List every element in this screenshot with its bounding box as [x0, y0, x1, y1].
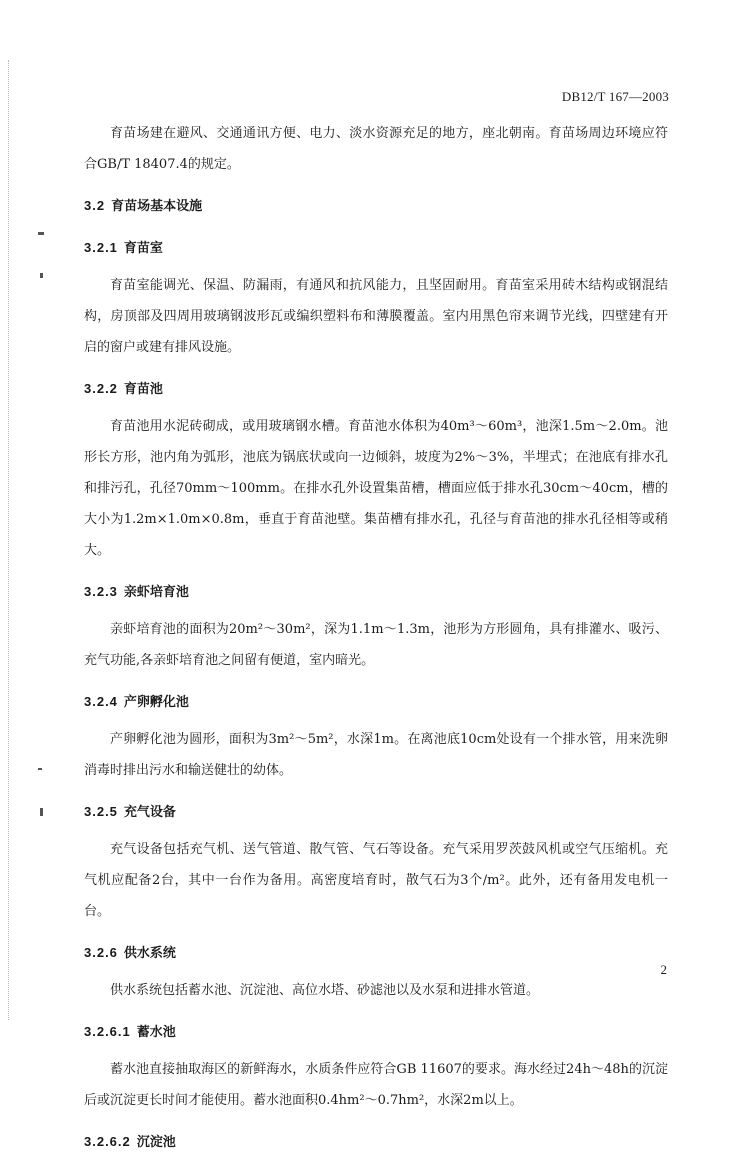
section-heading-3-2-6 — [84, 937, 668, 969]
section-number: 3.2.1 — [84, 240, 118, 255]
section-title: 沉淀池 — [136, 1135, 176, 1150]
scan-mark — [40, 808, 43, 816]
section-title: 充气设备 — [123, 805, 176, 820]
section-heading-3-2-4 — [84, 686, 668, 718]
section-heading-3-2-1 — [84, 232, 668, 264]
standard-code-header: DB12/T 167—2003 — [561, 89, 669, 104]
section-number: 3.2 — [84, 198, 106, 213]
section-number: 3.2.6 — [84, 945, 118, 960]
scan-edge-line — [8, 60, 10, 1020]
section-number: 3.2.6.2 — [84, 1134, 131, 1149]
section-number: 3.2.5 — [84, 804, 118, 819]
section-number: 3.2.6.1 — [84, 1024, 131, 1039]
scan-mark — [38, 768, 42, 770]
section-title: 供水系统 — [123, 946, 176, 961]
section-paragraph: 充气设备包括充气机、送气管道、散气管、气石等设备。充气采用罗茨鼓风机或空气压缩机。充气机应配备2台，其中一台作为备用。高密度培育时，散气石为3个/m²。此外，还有备用发电机一台。 — [84, 842, 668, 919]
section-title: 产卵孵化池 — [123, 695, 189, 710]
section-number: 3.2.4 — [84, 694, 118, 709]
scan-mark — [40, 273, 43, 278]
section-heading-3-2-6-2 — [84, 1126, 668, 1158]
section-number: 3.2.2 — [84, 381, 118, 396]
section-title: 育苗场基本设施 — [111, 199, 203, 214]
section-title: 育苗池 — [123, 382, 163, 397]
section-title: 亲虾培育池 — [123, 585, 189, 600]
section-heading-3-2-5 — [84, 796, 668, 828]
page-number: 2 — [660, 962, 667, 977]
section-paragraph: 亲虾培育池的面积为20m²～30m²，深为1.1m～1.3m，池形为方形圆角，具有排灌水、吸污、充气功能,各亲虾培育池之间留有便道，室内暗光。 — [84, 622, 668, 668]
intro-paragraph: 育苗场建在避风、交通通讯方便、电力、淡水资源充足的地方，座北朝南。育苗场周边环境应符合GB/T 18407.4的规定。 — [84, 126, 668, 172]
scan-mark — [38, 232, 44, 235]
section-heading-3-2-2 — [84, 373, 668, 405]
section-paragraph: 蓄水池直接抽取海区的新鲜海水，水质条件应符合GB 11607的要求。海水经过24h～48h的沉淀后或沉淀更长时间才能使用。蓄水池面积0.4hm²～0.7hm²，水深2m以上。 — [84, 1062, 668, 1108]
section-paragraph: 供水系统包括蓄水池、沉淀池、高位水塔、砂滤池以及水泵和进排水管道。 — [110, 983, 540, 998]
section-paragraph: 产卵孵化池为圆形，面积为3m²～5m²，水深1m。在离池底10cm处设有一个排水管，用来洗卵消毒时排出污水和输送健壮的幼体。 — [84, 732, 668, 778]
document-body — [84, 118, 668, 1158]
section-title: 蓄水池 — [136, 1025, 176, 1040]
section-heading-3-2 — [84, 190, 668, 222]
section-paragraph: 育苗室能调光、保温、防漏雨，有通风和抗风能力，且坚固耐用。育苗室采用砖木结构或钢混结构，房顶部及四周用玻璃钢波形瓦或编织塑料布和薄膜覆盖。室内用黑色帘来调节光线，四壁建有开启的窗户或建有排风设施。 — [84, 278, 668, 355]
section-heading-3-2-6-1 — [84, 1016, 668, 1048]
section-number: 3.2.3 — [84, 584, 118, 599]
section-title: 育苗室 — [123, 241, 163, 256]
section-heading-3-2-3 — [84, 576, 668, 608]
section-paragraph: 育苗池用水泥砖砌成，或用玻璃钢水槽。育苗池水体积为40m³～60m³，池深1.5m～2.0m。池形长方形，池内角为弧形，池底为锅底状或向一边倾斜，坡度为2%～3%，半埋式；在池底有排水孔和排污孔，孔径70mm～100mm。在排水孔外设置集苗槽，槽面应低于排水孔30cm～40cm，槽的大小为1.2m×1.0m×0.8m，垂直于育苗池壁。集苗槽有排水孔，孔径与育苗池的排水孔径相等或稍大。 — [84, 419, 668, 558]
